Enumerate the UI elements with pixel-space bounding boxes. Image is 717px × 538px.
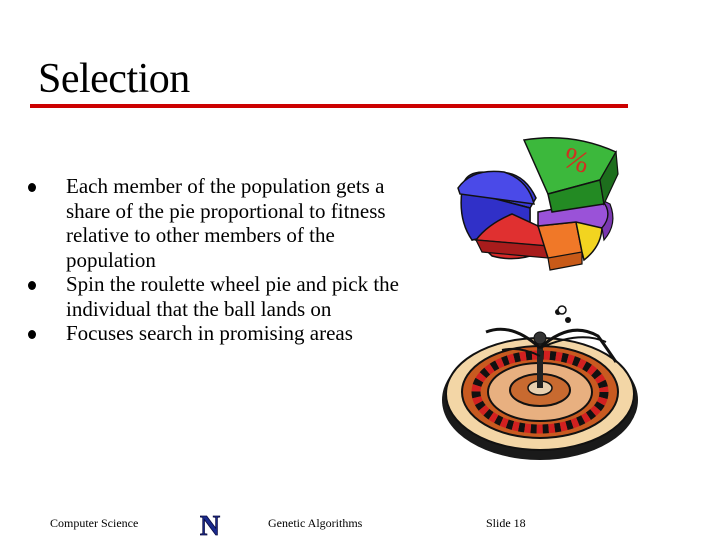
- bullet-text: Each member of the population gets a share of the pie proportional to fitness relative to other members of the population: [66, 174, 386, 272]
- bullet-dot-icon: [28, 281, 36, 290]
- bullet-dot-icon: [28, 183, 36, 192]
- percent-icon: %: [559, 140, 594, 180]
- title-underline: [30, 104, 628, 108]
- roulette-wheel-clipart: [440, 300, 650, 470]
- slide-title: Selection: [38, 56, 190, 102]
- slide-number: Slide 18: [486, 516, 526, 530]
- svg-text:N: N: [199, 512, 221, 538]
- bullet-item: [28, 272, 428, 321]
- university-n-logo: [192, 512, 228, 538]
- bullet-text: Focuses search in promising areas: [66, 321, 353, 345]
- footer-center: Genetic Algorithms: [268, 516, 363, 530]
- pie-chart-clipart: [452, 128, 628, 288]
- bullet-list: [28, 174, 428, 346]
- bullet-item: [28, 321, 428, 346]
- bullet-dot-icon: [28, 330, 36, 339]
- footer-left: Computer Science: [50, 516, 139, 530]
- bullet-text: Spin the roulette wheel pie and pick the individual that the ball lands on: [66, 272, 399, 321]
- bullet-item: [28, 174, 428, 272]
